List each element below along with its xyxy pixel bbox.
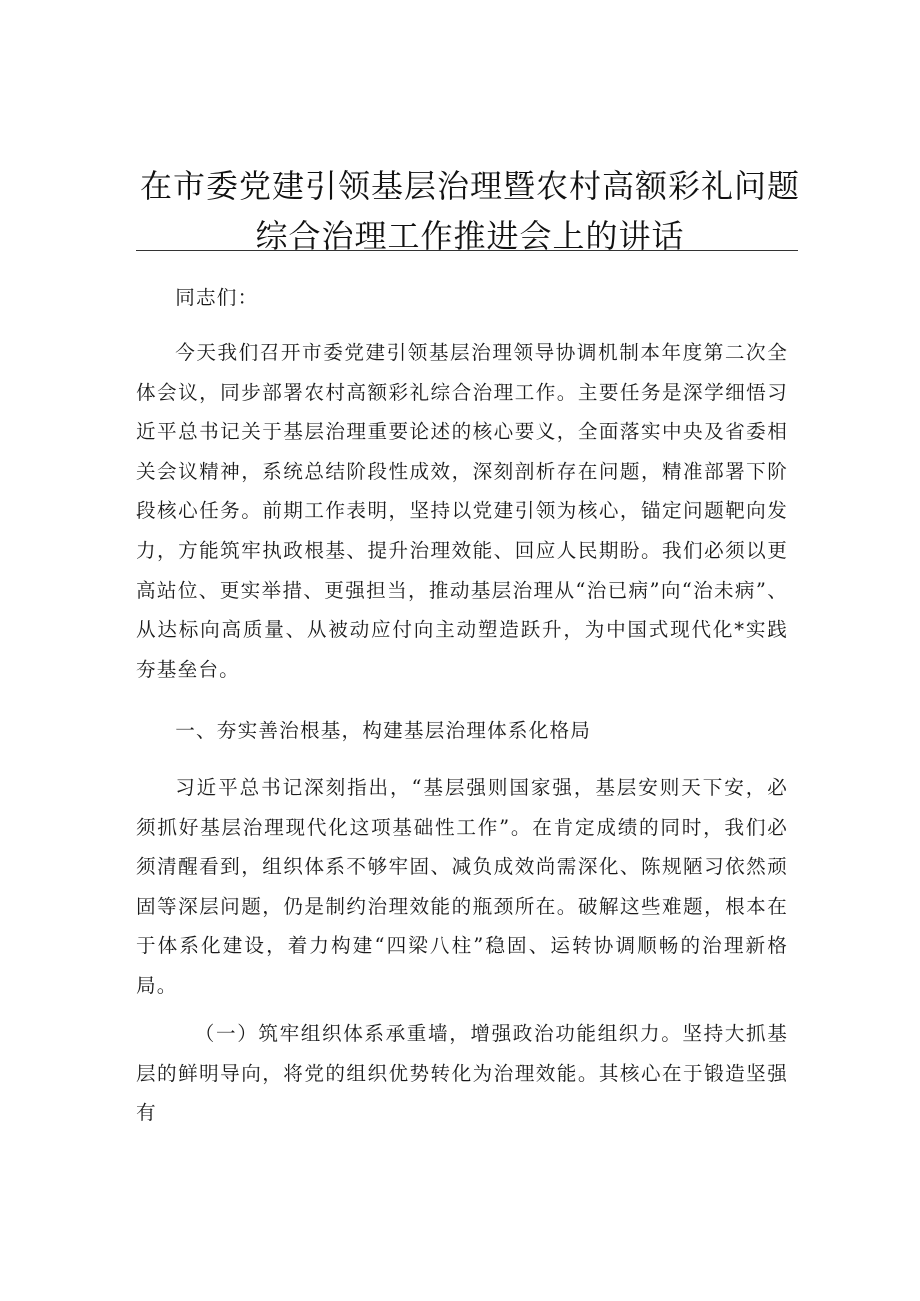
greeting: 同志们： — [175, 286, 259, 309]
document-title-line-1: 在市委党建引领基层治理暨农村高额彩礼问题 — [140, 167, 801, 205]
title-underline-divider — [136, 250, 798, 251]
subsection-1-paragraph: （一）筑牢组织体系承重墙，增强政治功能组织力。坚持大抓基层的鲜明导向，将党的组织优势转化为治理效能。其核心在于锻造坚强有 — [136, 1022, 788, 1125]
document-title-line-2: 综合治理工作推进会上的讲话 — [255, 217, 685, 255]
section-1-heading: 一、夯实善治根基，构建基层治理体系化格局 — [175, 719, 592, 742]
section-1-paragraph: 习近平总书记深刻指出，“基层强则国家强，基层安则天下安，必须抓好基层治理现代化这项基础性工作”。在肯定成绩的同时，我们必须清醒看到，组织体系不够牢固、减负成效尚需深化、陈规陋习依然顽固等深层问题，仍是制约治理效能的瓶颈所在。破解这些难题，根本在于体系化建设，着力构建“四梁八柱”稳固、运转协调顺畅的治理新格局。 — [136, 776, 788, 997]
intro-paragraph: 今天我们召开市委党建引领基层治理领导协调机制本年度第二次全体会议，同步部署农村高额彩礼综合治理工作。主要任务是深学细悟习近平总书记关于基层治理重要论述的核心要义，全面落实中央及省委相关会议精神，系统总结阶段性成效，深刻剖析存在问题，精准部署下阶段核心任务。前期工作表明，坚持以党建引领为核心，锚定问题靶向发力，方能筑牢执政根基、提升治理效能、回应人民期盼。我们必须以更高站位、更实举措、更强担当，推动基层治理从“治已病”向“治未病”、从达标向高质量、从被动应付向主动塑造跃升，为中国式现代化*实践夯基垒台。 — [136, 341, 788, 681]
